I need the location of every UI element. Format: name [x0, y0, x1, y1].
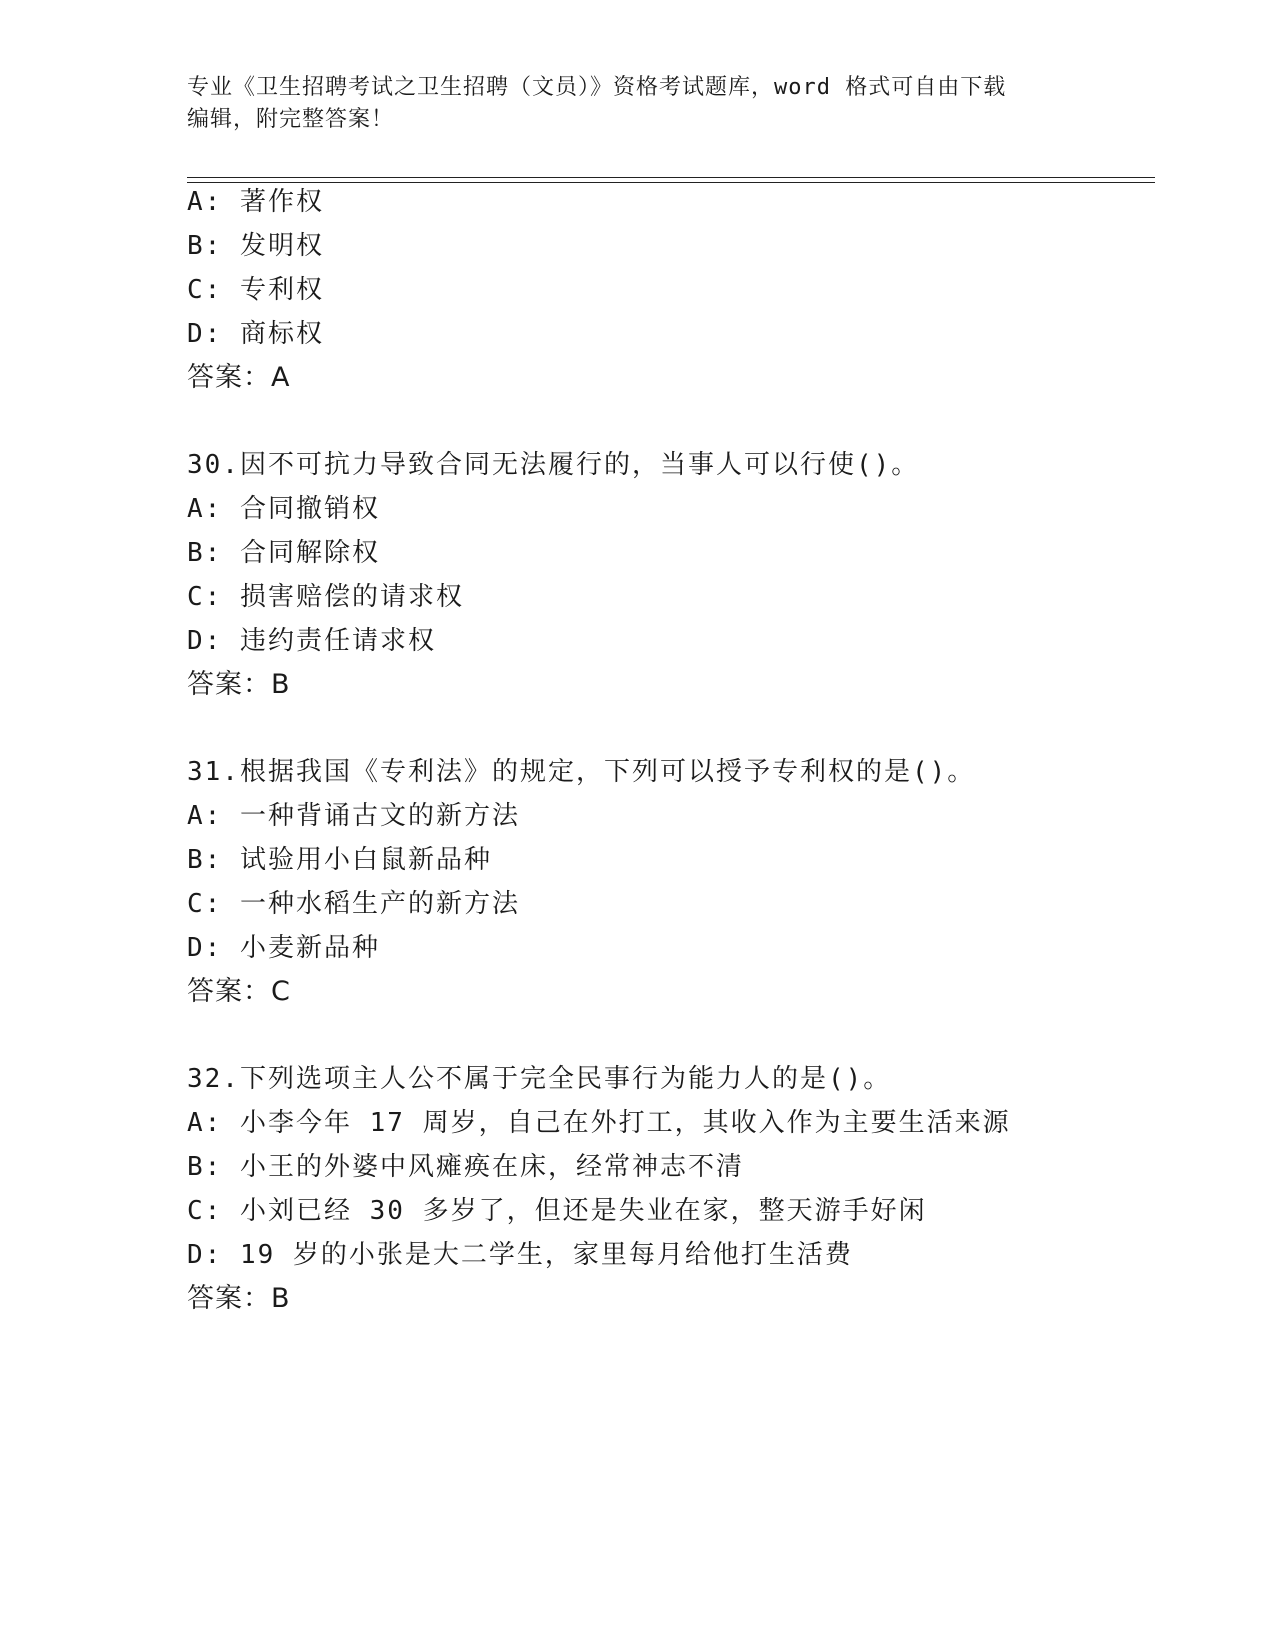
q31-option-c: C: 一种水稻生产的新方法: [187, 889, 520, 919]
q30-option-c: C: 损害赔偿的请求权: [187, 582, 464, 612]
q30-question: 30.因不可抗力导致合同无法履行的，当事人可以行使()。: [187, 450, 920, 480]
q32-option-a: A: 小李今年 17 周岁，自己在外打工，其收入作为主要生活来源: [187, 1108, 1011, 1138]
q29-option-a: A: 著作权: [187, 187, 324, 217]
q30-answer: 答案：B: [187, 669, 291, 700]
q30-option-d: D: 违约责任请求权: [187, 626, 436, 656]
q32-option-c: C: 小刘已经 30 多岁了，但还是失业在家，整天游手好闲: [187, 1196, 927, 1226]
document-header: [187, 72, 1087, 136]
q29-answer: 答案：A: [187, 362, 291, 393]
q30-option-a: A: 合同撤销权: [187, 494, 380, 524]
q31-question: 31.根据我国《专利法》的规定，下列可以授予专利权的是()。: [187, 757, 976, 787]
q31-option-d: D: 小麦新品种: [187, 933, 380, 963]
q32-question: 32.下列选项主人公不属于完全民事行为能力人的是()。: [187, 1064, 892, 1094]
header-line-2: 编辑，附完整答案！: [187, 107, 395, 132]
q31-option-a: A: 一种背诵古文的新方法: [187, 801, 520, 831]
header-divider: [187, 177, 1155, 183]
q29-option-b: B: 发明权: [187, 231, 324, 261]
q30-option-b: B: 合同解除权: [187, 538, 380, 568]
q31-answer: 答案：C: [187, 976, 291, 1007]
q32-option-d: D: 19 岁的小张是大二学生，家里每月给他打生活费: [187, 1240, 853, 1270]
q29-option-c: C: 专利权: [187, 275, 324, 305]
header-line-1: 专业《卫生招聘考试之卫生招聘（文员）》资格考试题库，word 格式可自由下载: [187, 75, 1007, 100]
q32-answer: 答案：B: [187, 1283, 291, 1314]
q29-option-d: D: 商标权: [187, 319, 324, 349]
q31-option-b: B: 试验用小白鼠新品种: [187, 845, 492, 875]
q32-option-b: B: 小王的外婆中风瘫痪在床，经常神志不清: [187, 1152, 744, 1182]
